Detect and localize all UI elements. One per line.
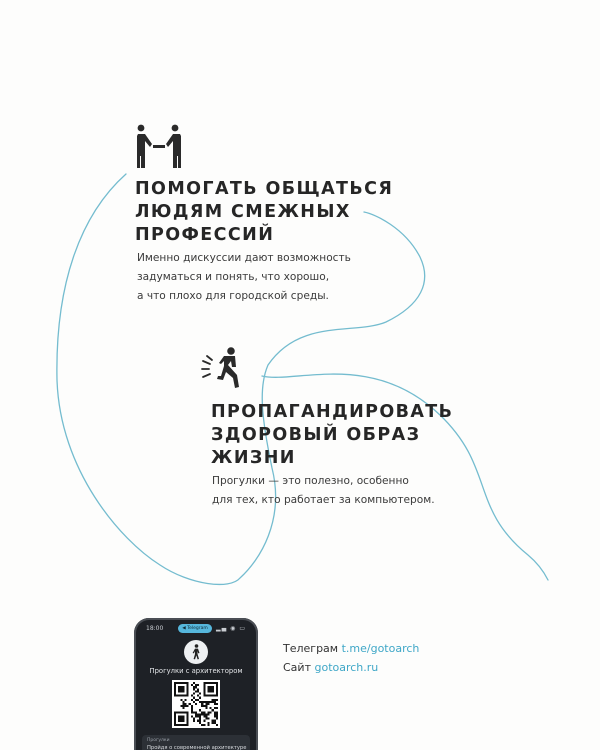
site-link[interactable]: gotoarch.ru [314, 661, 379, 674]
section2-heading-line: ЖИЗНИ [211, 448, 296, 468]
qr-code-icon [172, 680, 220, 728]
telegram-link[interactable]: t.me/gotoarch [341, 642, 420, 655]
walking-person-icon [184, 640, 208, 664]
message-text: Пройдя о современной архитектуре [147, 745, 247, 750]
section1-heading-line: ПРОФЕССИЙ [135, 225, 275, 245]
section1-body-line: задуматься и понять, что хорошо, [137, 271, 330, 283]
telegram-pill: ◀ Telegram [178, 624, 212, 633]
section2-heading-line: ЗДОРОВЫЙ ОБРАЗ [211, 425, 421, 445]
telegram-contact [283, 642, 419, 655]
section1-body-line: а что плохо для городской среды. [137, 290, 329, 302]
phone-time: 18:00 [146, 625, 164, 632]
section2-heading [211, 401, 453, 470]
section2-body [212, 472, 435, 510]
telegram-label: Телеграм [283, 642, 339, 655]
message-sender: Прогулки [147, 738, 170, 743]
handshake-icon [136, 124, 182, 170]
section1-heading [135, 178, 393, 247]
running-person-icon [200, 345, 246, 391]
section2-heading-line: ПРОПАГАНДИРОВАТЬ [211, 402, 454, 422]
section1-heading-line: ЛЮДЯМ СМЕЖНЫХ [135, 202, 351, 222]
site-contact [283, 661, 378, 674]
section1-heading-line: ПОМОГАТЬ ОБЩАТЬСЯ [135, 179, 394, 199]
section1-body [137, 249, 351, 306]
site-label: Сайт [283, 661, 311, 674]
message-preview [142, 735, 250, 750]
section2-body-line: для тех, кто работает за компьютером. [212, 494, 435, 506]
section2-body-line: Прогулки — это полезно, особенно [212, 475, 409, 487]
section1-body-line: Именно дискуссии дают возможность [137, 252, 351, 264]
chat-title: Прогулки с архитектором [149, 667, 243, 675]
phone-mockup [134, 618, 258, 750]
phone-system-icons: ▂▄ ◉ ▭ [216, 625, 246, 632]
